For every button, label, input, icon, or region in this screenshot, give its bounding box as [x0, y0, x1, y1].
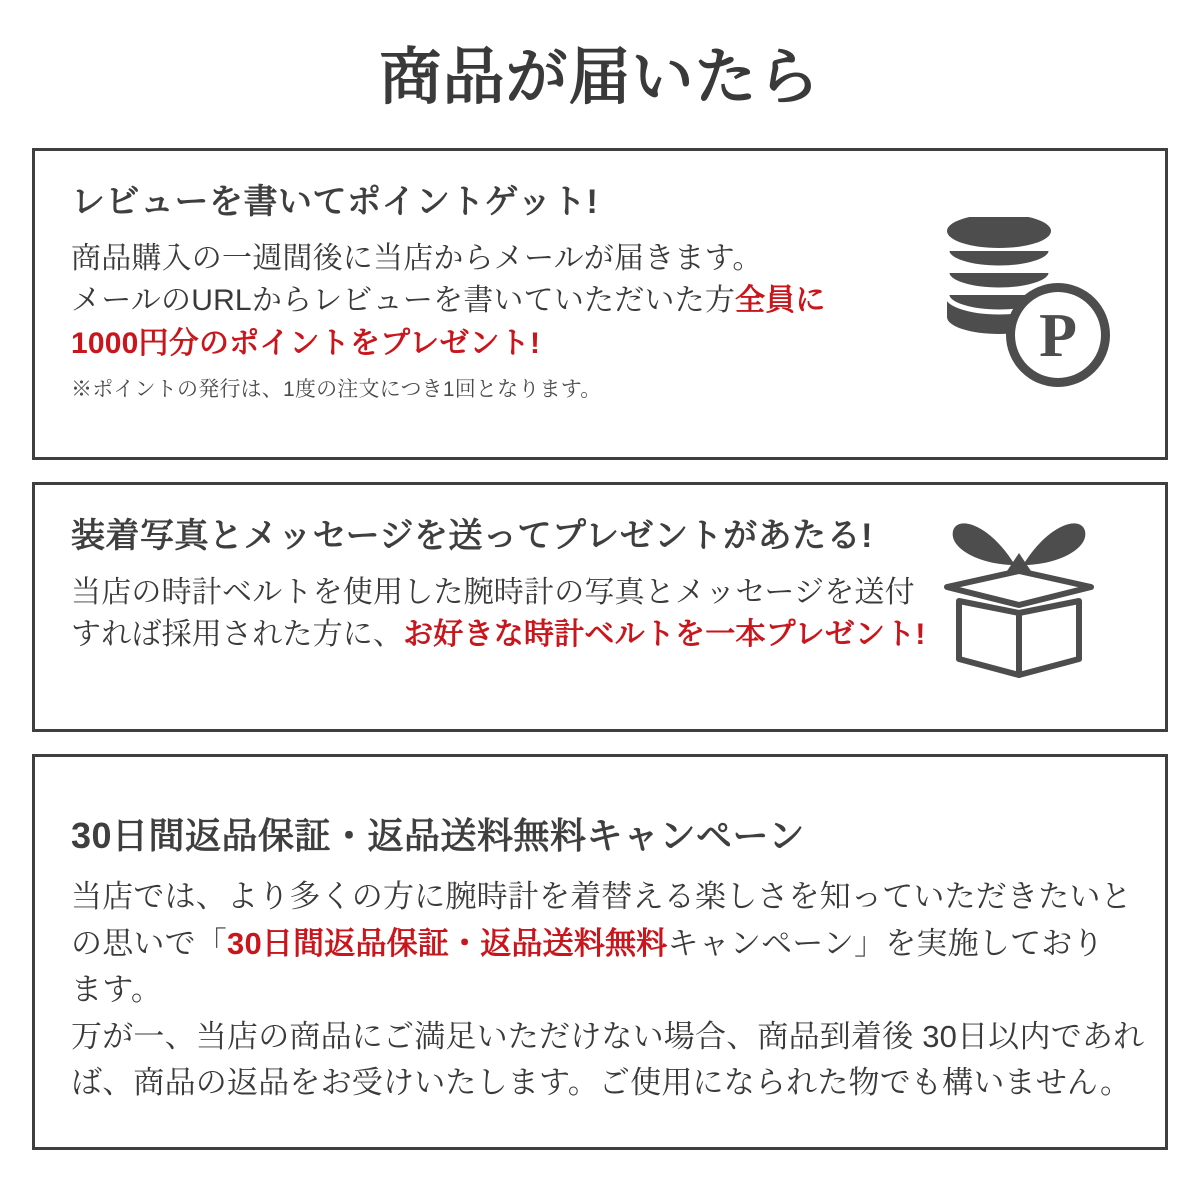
- review-note: ※ポイントの発行は、1度の注文につき1回となります。: [71, 378, 602, 402]
- return-line-5: ば、商品の返品をお受けいたします。ご使用になられた物でも構いません。: [71, 1065, 1132, 1100]
- return-line-1: 当店では、より多くの方に腕時計を着替える楽しさを知っていただきたいと: [71, 879, 1132, 914]
- svg-text:P: P: [1039, 302, 1077, 370]
- photo-line-2-text: すれば採用された方に、: [71, 618, 404, 652]
- gift-box-icon: [919, 509, 1119, 689]
- review-line-2-emphasis: 全員に: [735, 284, 826, 318]
- review-line-3-emphasis: 1000円分のポイントをプレゼント!: [71, 326, 541, 360]
- card-return-guarantee-inner: [35, 757, 1165, 1135]
- card-review-points: [32, 148, 1168, 460]
- coin-stack-point-icon: [927, 217, 1117, 407]
- page-title: 商品が届いたら: [379, 43, 821, 112]
- return-line-3: ます。: [71, 972, 163, 1007]
- photo-line-1: 当店の時計ベルトを使用した腕時計の写真とメッセージを送付: [71, 575, 915, 609]
- card-review-points-heading: レビューを書いてポイントゲット!: [71, 183, 599, 221]
- card-photo-message-heading: 装着写真とメッセージを送ってプレゼントがあたる!: [71, 517, 873, 555]
- card-photo-message: [32, 482, 1168, 732]
- photo-line-2-emphasis: お好きな時計ベルトを一本プレゼント!: [403, 618, 926, 652]
- card-photo-message-inner: [35, 485, 1165, 685]
- return-line-2-text-a: の思いで「: [71, 925, 227, 961]
- return-line-2-text-b: キャンペーン」を実施しており: [667, 925, 1104, 961]
- return-line-2-emphasis: 30日間返品保証・返品送料無料: [227, 925, 668, 961]
- return-line-4: 万が一、当店の商品にご満足いただけない場合、商品到着後 30日以内であれ: [71, 1018, 1145, 1054]
- card-return-guarantee: [32, 754, 1168, 1150]
- card-return-guarantee-body: [71, 874, 1145, 1107]
- review-line-2-text: メールのURLからレビューを書いていただいた方: [71, 284, 736, 318]
- review-line-1: 商品購入の一週間後に当店からメールが届きます。: [71, 241, 763, 275]
- return-line-2: [71, 921, 1129, 968]
- card-return-guarantee-heading: 30日間返品保証・返品送料無料キャンペーン: [71, 815, 805, 856]
- card-review-points-inner: [35, 151, 1165, 433]
